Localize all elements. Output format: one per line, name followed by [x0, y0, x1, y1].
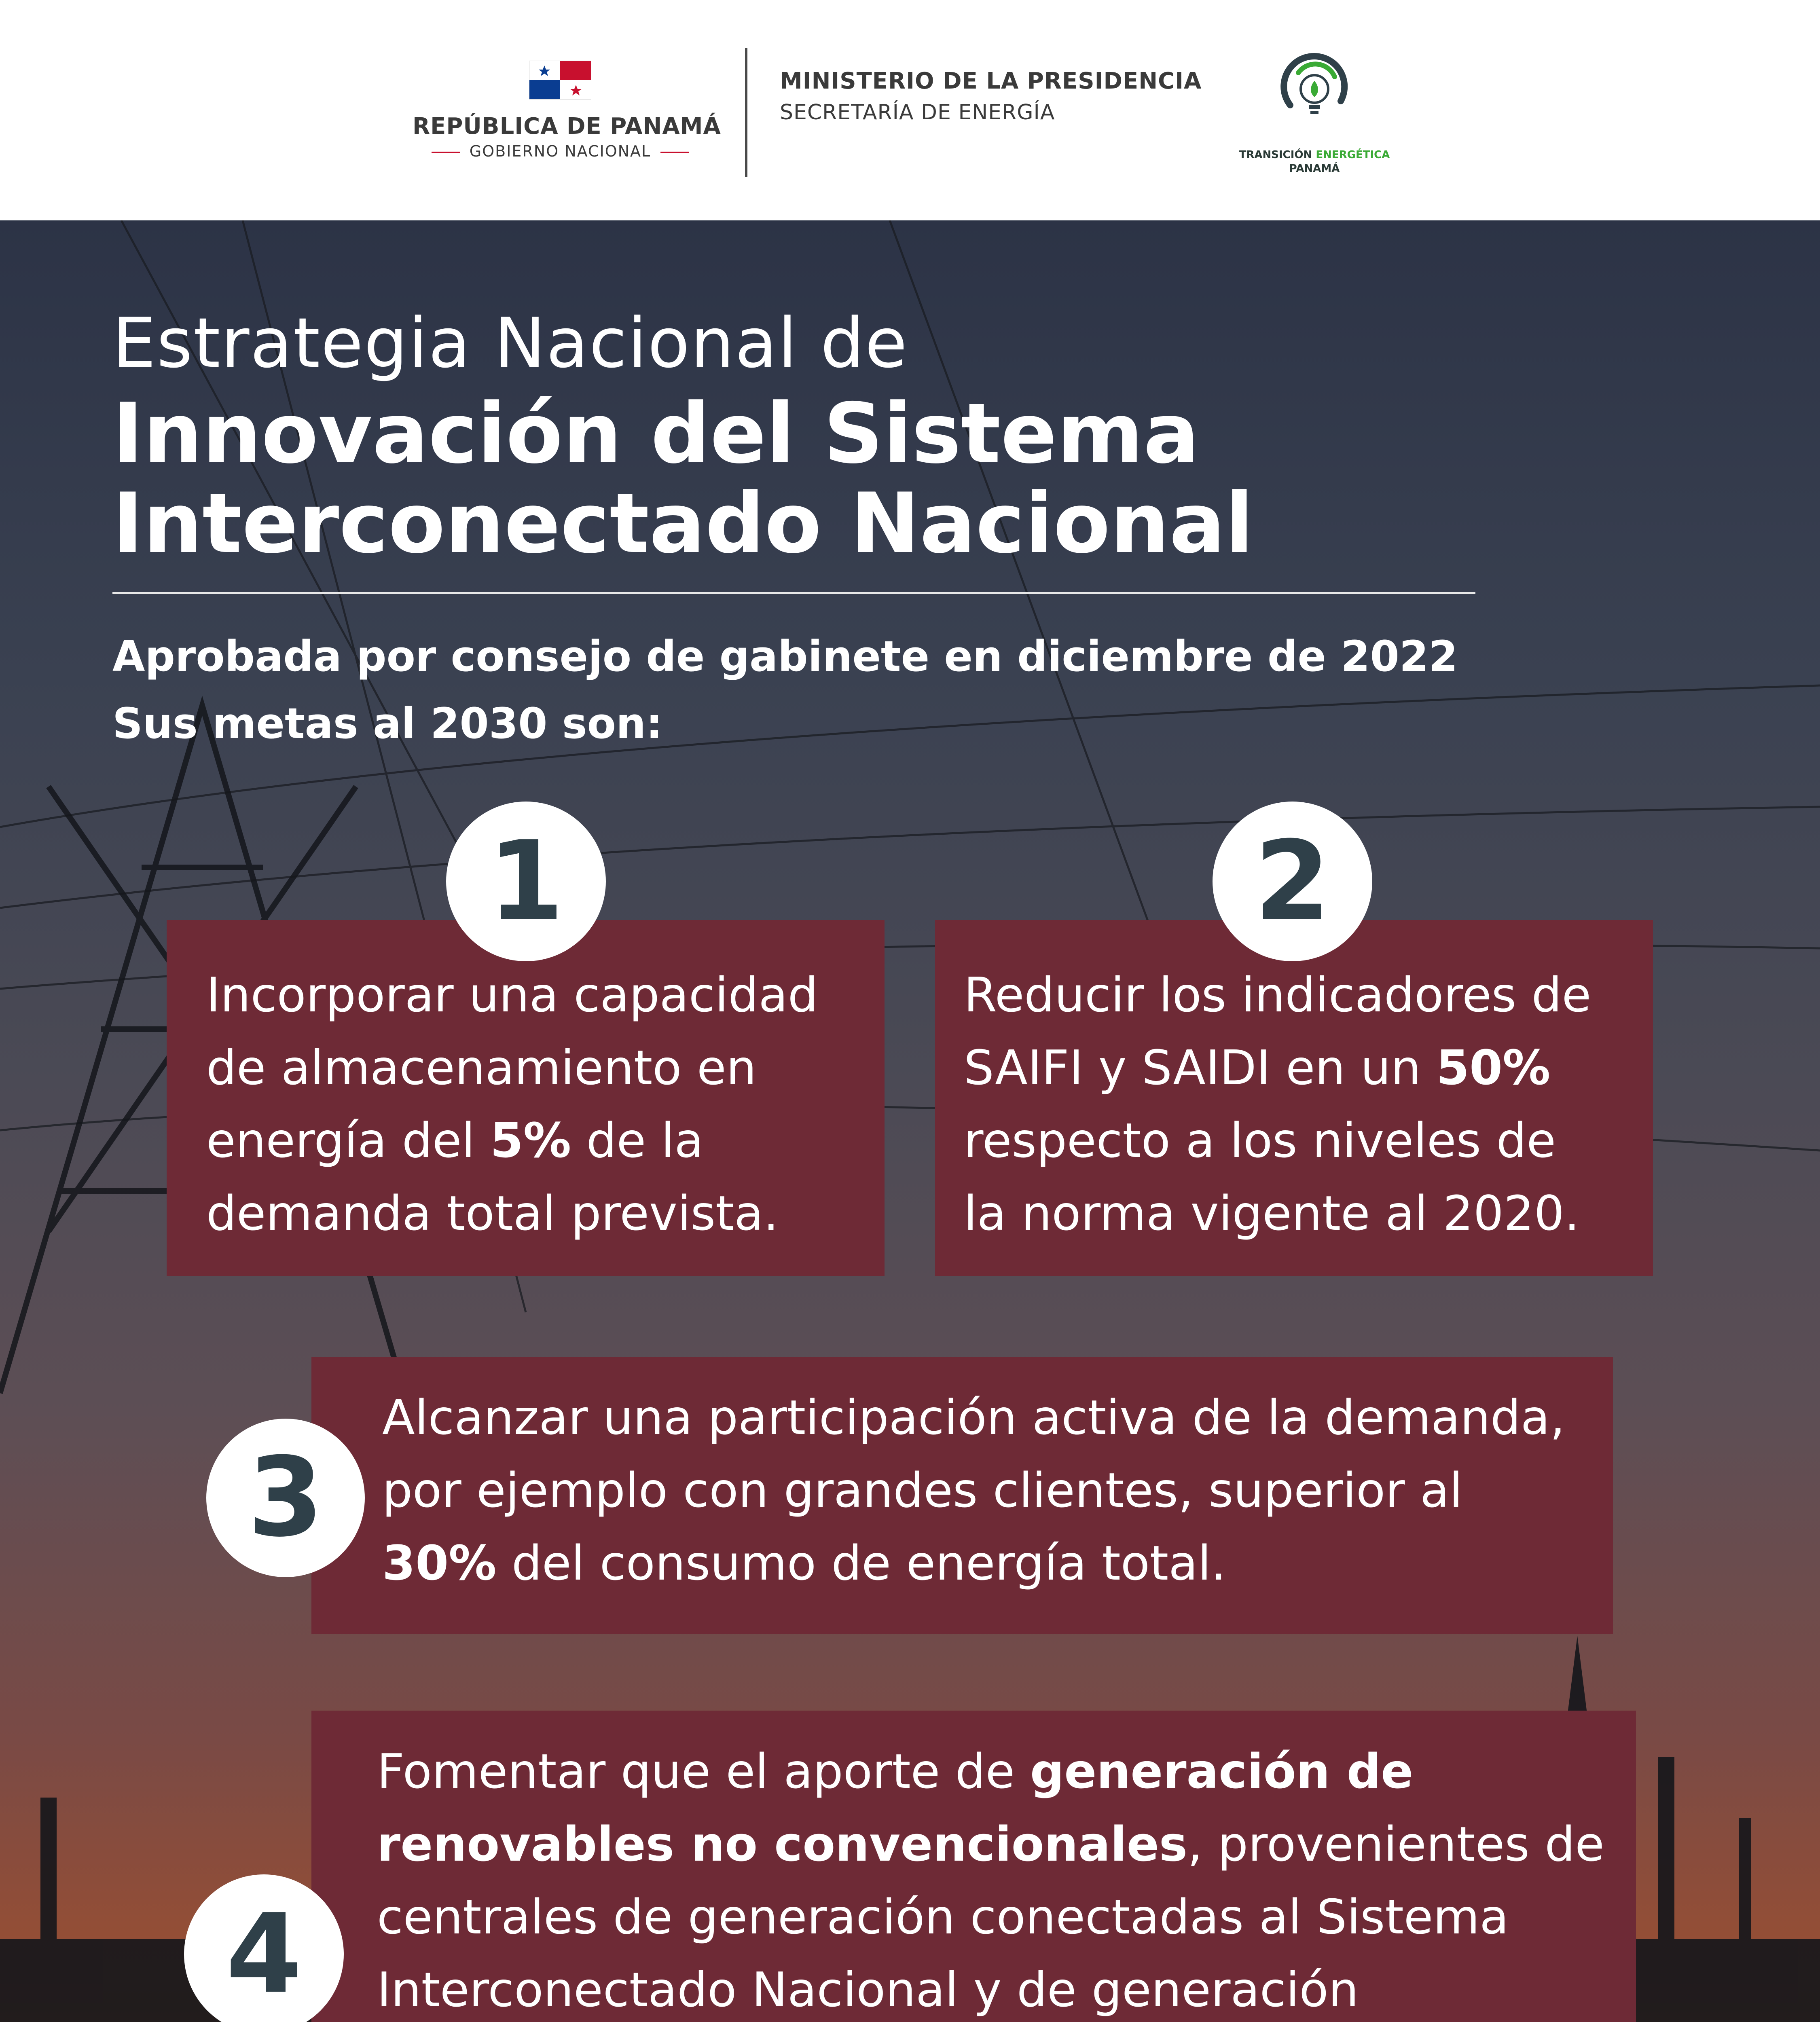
- goal-1-line-1: Incorporar una capacidad: [206, 967, 818, 1023]
- goal-3-number: 3: [248, 1434, 324, 1561]
- ministry-title: MINISTERIO DE LA PRESIDENCIA: [780, 68, 1202, 94]
- goal-4-number-badge: [184, 1874, 344, 2022]
- goal-2-highlight: 50%: [1436, 1040, 1551, 1096]
- goal-3-text: [382, 1381, 1565, 1599]
- goal-1-line-2: de almacenamiento en: [206, 1040, 757, 1096]
- goal-1-line-4: demanda total prevista.: [206, 1185, 779, 1241]
- goal-1-line-3a: energía del: [206, 1113, 490, 1168]
- panama-flag-icon: [529, 61, 591, 99]
- goal-1-line-3c: de la: [571, 1113, 704, 1168]
- goal-4-line-1: [377, 1735, 1604, 1808]
- goal-2-line-4: la norma vigente al 2020.: [964, 1185, 1580, 1241]
- title-line-2: Innovación del Sistema: [112, 386, 1200, 482]
- goal-4-number: 4: [226, 1890, 302, 2018]
- transicion-energetica-logo-icon: [1274, 44, 1355, 125]
- logo-text-line2: PANAMÁ: [1289, 163, 1340, 175]
- republic-title: REPÚBLICA DE PANAMÁ: [413, 113, 721, 140]
- goal-4-highlight-2: renovables no convencionales: [377, 1816, 1188, 1872]
- ministry-subtitle: SECRETARÍA DE ENERGÍA: [780, 100, 1055, 125]
- republic-subtitle: [413, 142, 708, 160]
- goal-2-text: [964, 958, 1591, 1250]
- header-bar: [0, 0, 1820, 220]
- logo-text-transicion: TRANSICIÓN: [1239, 149, 1316, 161]
- goal-1-text: [206, 958, 818, 1250]
- goal-1-number-badge: [446, 802, 606, 961]
- goal-2-number-badge: [1213, 802, 1372, 961]
- goal-1-number: 1: [488, 817, 564, 945]
- title-line-1: Estrategia Nacional de: [112, 303, 908, 383]
- subtitle-line-1: Aprobada por consejo de gabinete en diciembre de 2022: [112, 632, 1458, 681]
- subtitle: [112, 623, 1458, 757]
- goal-3-number-badge: [206, 1419, 365, 1577]
- republic-subtitle-text: GOBIERNO NACIONAL: [469, 142, 651, 160]
- goal-2-line-3: respecto a los niveles de: [964, 1113, 1556, 1168]
- goal-2-line-1: Reducir los indicadores de: [964, 967, 1591, 1023]
- goal-2-line-2a: SAIFI y SAIDI en un: [964, 1040, 1436, 1096]
- logo-text-line1: [1225, 149, 1403, 161]
- goal-4-text: [377, 1735, 1604, 2022]
- goal-3-highlight: 30%: [382, 1535, 497, 1591]
- title-divider: [112, 592, 1475, 594]
- goal-1-highlight: 5%: [490, 1113, 571, 1168]
- goal-4-line-2: [377, 1808, 1604, 1880]
- logo-text-energetica: ENERGÉTICA: [1316, 149, 1390, 161]
- goal-3-line-3b: del consumo de energía total.: [496, 1535, 1226, 1591]
- goal-3-line-3: [382, 1527, 1565, 1599]
- subtitle-line-2: Sus metas al 2030 son:: [112, 699, 663, 748]
- goal-2-number: 2: [1254, 817, 1331, 945]
- title-line-3: Interconectado Nacional: [112, 476, 1254, 572]
- goal-4-line-2b: , provenientes de: [1187, 1816, 1604, 1872]
- goal-3-line-1: Alcanzar una participación activa de la demanda,: [382, 1390, 1565, 1445]
- goal-4-line-3: centrales de generación conectadas al Sistema: [377, 1889, 1509, 1945]
- goal-4-line-1a: Fomentar que el aporte de: [377, 1743, 1030, 1799]
- goal-1-line-3: [206, 1104, 818, 1177]
- goal-4-highlight-1: generación de: [1030, 1743, 1414, 1799]
- goal-3-line-2: por ejemplo con grandes clientes, superior al: [382, 1462, 1463, 1518]
- main-title: [112, 386, 1568, 572]
- goal-4-line-4: Interconectado Nacional y de generación: [377, 1962, 1359, 2018]
- header-divider: [745, 48, 747, 177]
- goal-2-line-2: [964, 1031, 1591, 1104]
